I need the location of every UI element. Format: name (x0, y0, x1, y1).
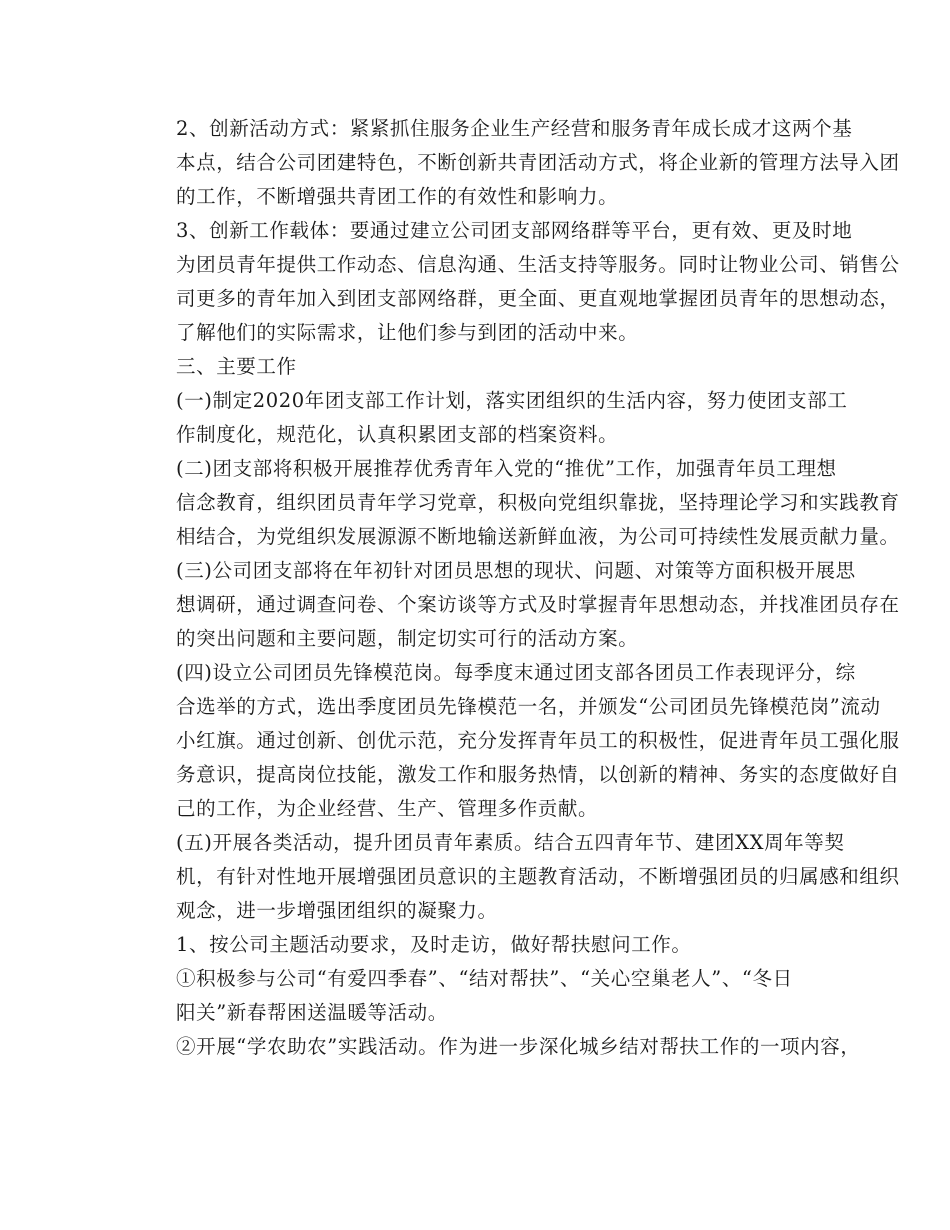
text-line: (五)开展各类活动，提升团员青年素质。结合五四青年节、建团XX周年等契 (176, 831, 845, 854)
text-line: 合选举的方式，选出季度团员先锋模范一名，并颁发“公司团员先锋模范岗”流动 (176, 695, 881, 718)
paragraph (137, 962, 827, 1030)
paragraph (137, 384, 848, 452)
text-line: ②开展“学农助农”实践活动。作为进一步深化城乡结对帮扶工作的一项内容， (176, 1035, 861, 1058)
paragraph (137, 112, 900, 214)
text-line: 己的工作，为企业经营、生产、管理多作贡献。 (176, 797, 599, 820)
text-line: 观念，进一步增强团组织的凝聚力。 (176, 899, 498, 922)
text-line: 了解他们的实际需求，让他们参与到团的活动中来。 (176, 321, 639, 344)
text-line: 1、按公司主题活动要求，及时走访，做好帮扶慰问工作。 (176, 933, 692, 956)
text-line: 作制度化，规范化，认真积累团支部的档案资料。 (176, 423, 619, 446)
paragraph (137, 1030, 861, 1064)
text-line: 务意识，提高岗位技能，激发工作和服务热情，以创新的精神、务实的态度做好自 (176, 763, 900, 786)
paragraph (137, 826, 900, 928)
text-line: (三)公司团支部将在年初针对团员思想的现状、问题、对策等方面积极开展思 (176, 559, 856, 582)
text-line: 想调研，通过调查问卷、个案访谈等方式及时掌握青年思想动态，并找准团员存在 (176, 593, 900, 616)
text-line: 2、创新活动方式：紧紧抓住服务企业生产经营和服务青年成长成才这两个基 (176, 117, 853, 140)
text-line: 本点，结合公司团建特色，不断创新共青团活动方式，将企业新的管理方法导入团 (176, 151, 900, 174)
text-line: (二)团支部将积极开展推荐优秀青年入党的“推优”工作，加强青年员工理想 (176, 457, 837, 480)
text-line: 机，有针对性地开展增强团员意识的主题教育活动，不断增强团员的归属感和组织 (176, 865, 900, 888)
paragraph (137, 350, 827, 384)
paragraph (137, 452, 900, 554)
text-line: 为团员青年提供工作动态、信息沟通、生活支持等服务。同时让物业公司、销售公 (176, 253, 900, 276)
text-line: 的工作，不断增强共青团工作的有效性和影响力。 (176, 185, 619, 208)
text-line: 的突出问题和主要问题，制定切实可行的活动方案。 (176, 627, 639, 650)
paragraph (137, 656, 900, 826)
text-line: 司更多的青年加入到团支部网络群，更全面、更直观地掌握团员青年的思想动态， (176, 287, 900, 310)
text-line: 3、创新工作载体：要通过建立公司团支部网络群等平台，更有效、更及时地 (176, 219, 853, 242)
paragraph (137, 554, 900, 656)
text-line: 信念教育，组织团员青年学习党章，积极向党组织靠拢，坚持理论学习和实践教育 (176, 491, 900, 514)
paragraph (137, 928, 827, 962)
text-line: (四)设立公司团员先锋模范岗。每季度末通过团支部各团员工作表现评分，综 (176, 661, 856, 684)
text-line: 三、主要工作 (176, 355, 297, 378)
text-line: 小红旗。通过创新、创优示范，充分发挥青年员工的积极性，促进青年员工强化服 (176, 729, 900, 752)
paragraph (137, 214, 900, 350)
text-line: ①积极参与公司“有爱四季春”、“结对帮扶”、“关心空巢老人”、“冬日 (176, 967, 793, 990)
document-body (137, 112, 900, 1064)
text-line: (一)制定2020年团支部工作计划，落实团组织的生活内容，努力使团支部工 (176, 389, 848, 412)
text-line: 相结合，为党组织发展源源不断地输送新鲜血液，为公司可持续性发展贡献力量。 (176, 525, 900, 548)
text-line: 阳关”新春帮困送温暖等活动。 (176, 1001, 448, 1024)
